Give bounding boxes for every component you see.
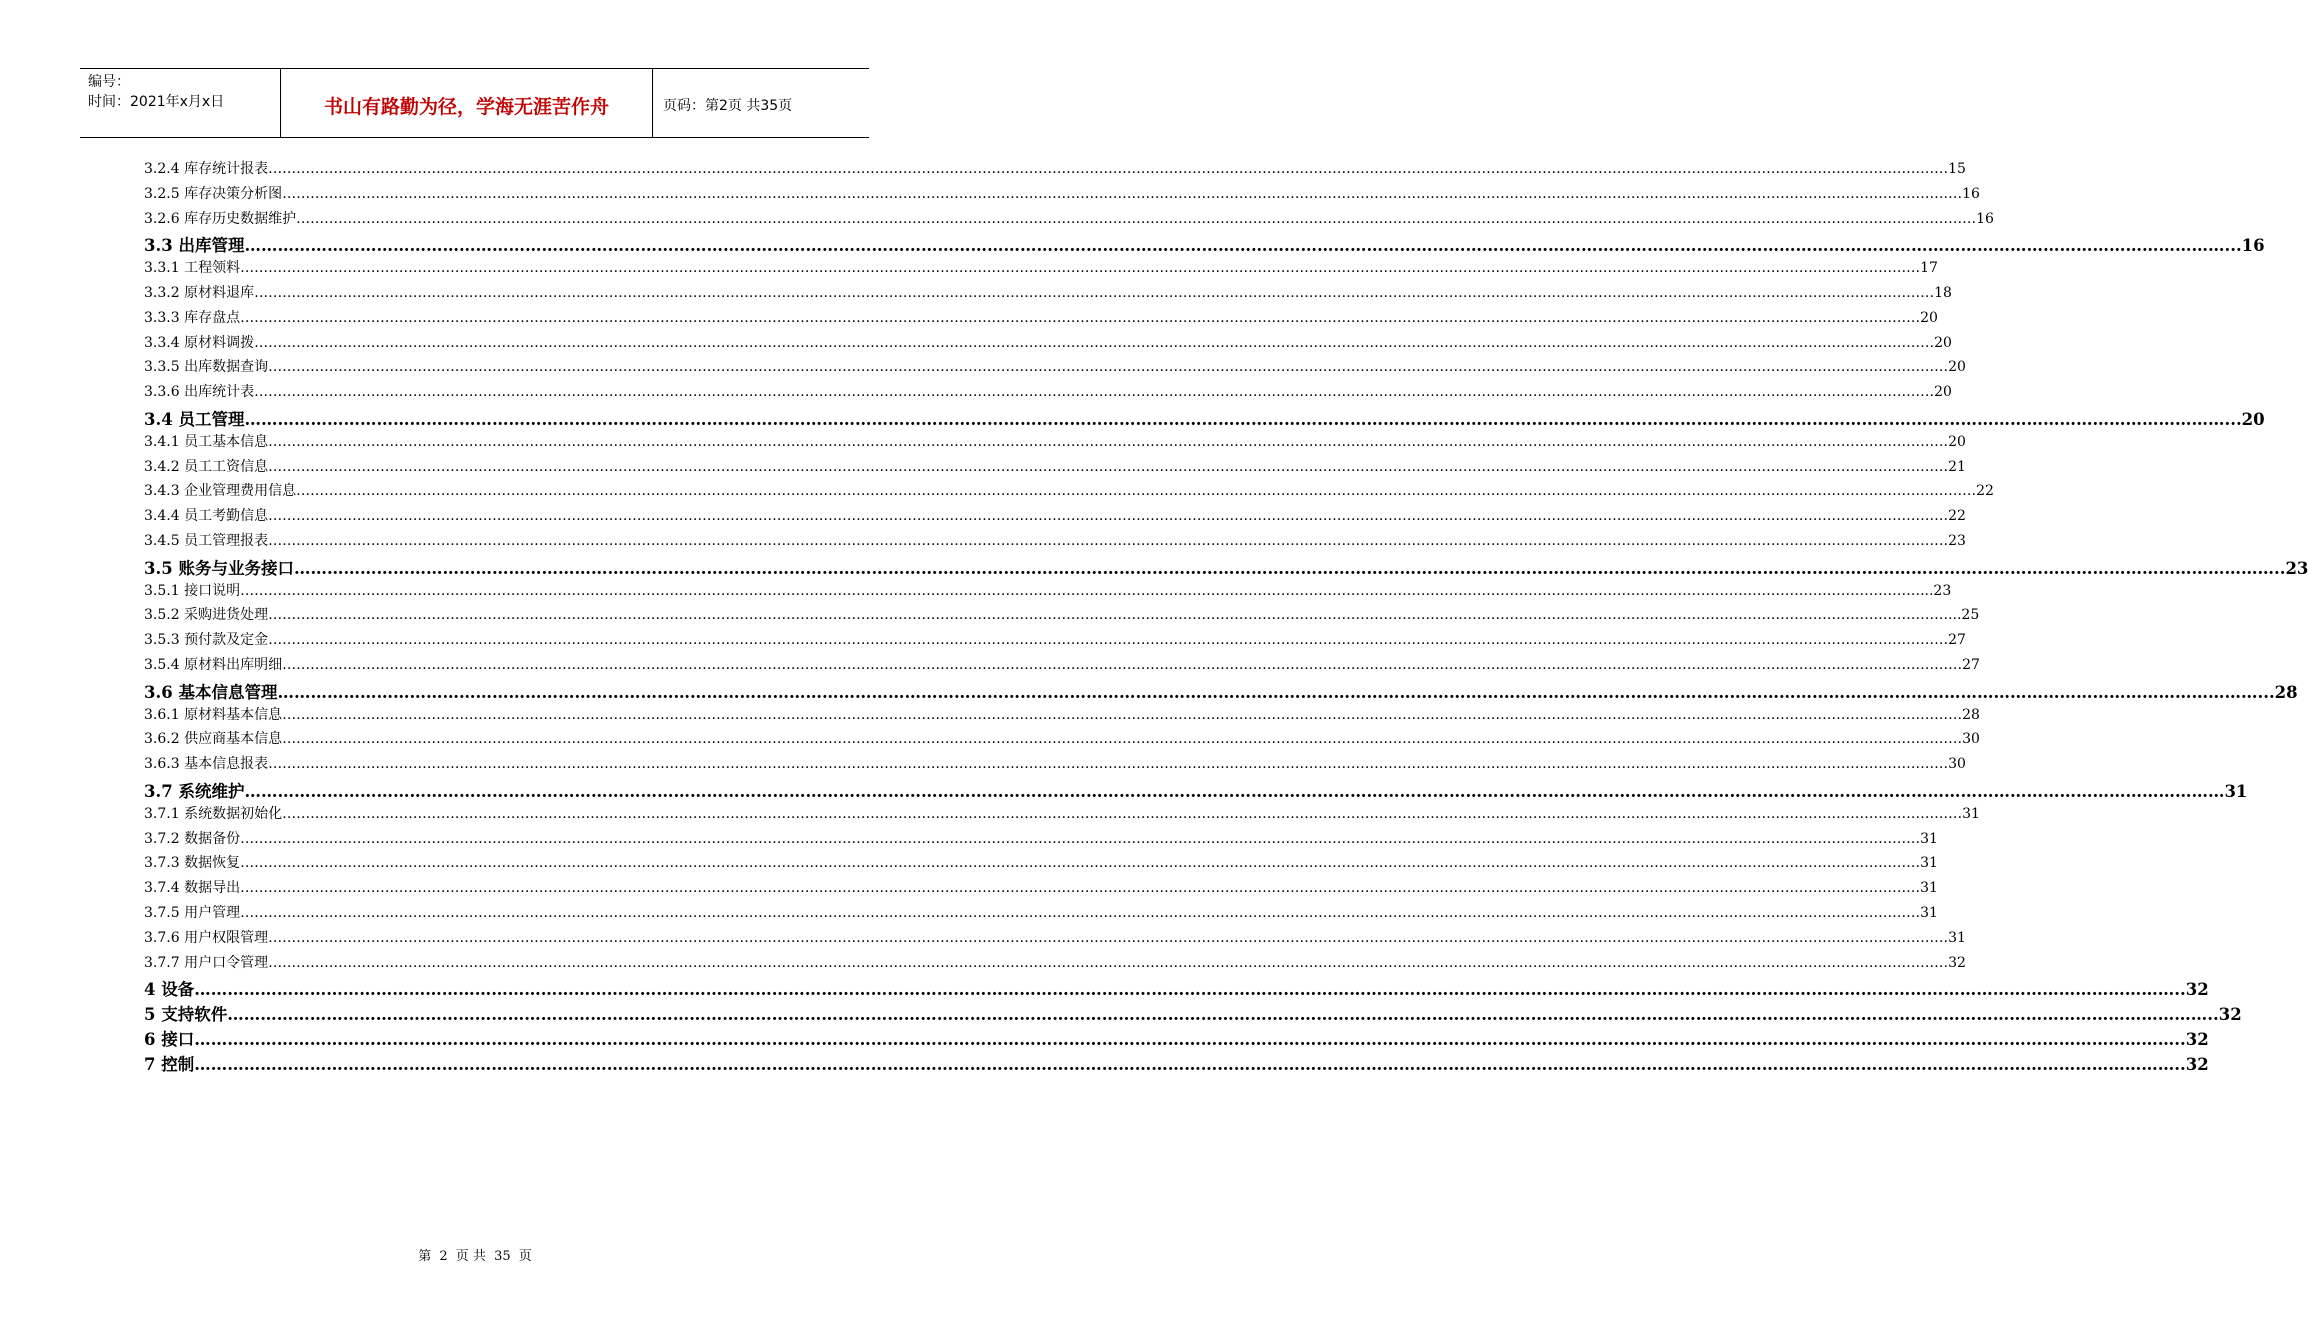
toc-entry-label: 3.7 系统维护 [144,781,245,801]
toc-entry-page: 16 [1976,210,1994,227]
toc-entry-page: 23 [1948,532,1966,549]
toc-entry-page: 31 [1920,830,1938,847]
footer-total-pages: 35 [494,1249,511,1264]
footer-current-page: 2 [439,1249,448,1264]
toc-leader-dots: ……………………………………………………………………………………………………………………………………………………………………………………………………………………………………………………………………………………………………………………………… [282,731,1963,748]
footer-mid: 页 共 [455,1249,486,1264]
toc-entry[interactable] [144,183,1980,208]
toc-entry-page: 17 [1920,260,1938,277]
toc-leader-dots: ……………………………………………………………………………………………………………………………………………………………………………………………………………………………………………………………………………………………………………………………… [296,210,1977,227]
toc-entry[interactable] [144,778,2248,803]
toc-entry-page: 32 [1948,954,1966,971]
toc-entry-page: 30 [1962,731,1980,748]
toc-leader-dots: ……………………………………………………………………………………………………………………………………………………………………………………………………………………………………………………………………………………………………………………………… [194,980,2175,1000]
toc-entry[interactable] [144,257,1938,282]
toc-leader-dots: ……………………………………………………………………………………………………………………………………………………………………………………………………………………………………………………………………………………………………………………………… [240,309,1921,326]
toc-entry-page: 31 [1920,855,1938,872]
toc-entry[interactable] [144,158,1966,183]
toc-leader-dots: ……………………………………………………………………………………………………………………………………………………………………………………………………………………………………………………………………………………………………………………………… [227,1005,2208,1025]
toc-entry-label: 3.3.5 出库数据查询 [144,359,269,376]
toc-entry-label: 3.7.4 数据导出 [144,880,241,897]
toc-entry[interactable] [144,803,1980,828]
toc-entry-page: 21 [1948,458,1966,475]
toc-entry[interactable] [144,852,1938,877]
toc-entry-label: 3.6.1 原材料基本信息 [144,706,283,723]
toc-entry-page: ..32 [2174,1029,2209,1049]
page-footer [0,1245,950,1264]
toc-entry[interactable] [144,629,1966,654]
toc-leader-dots: ……………………………………………………………………………………………………………………………………………………………………………………………………………………………………………………………………………………………………………………………… [240,880,1921,897]
toc-entry-page: 31 [1920,904,1938,921]
toc-entry[interactable] [144,604,1980,629]
toc-entry[interactable] [144,679,2298,704]
toc-entry[interactable] [144,877,1938,902]
toc-entry-label: 3.2.5 库存决策分析图 [144,185,283,202]
page-header [80,68,869,138]
toc-leader-dots: ……………………………………………………………………………………………………………………………………………………………………………………………………………………………………………………………………………………………………………………………… [268,632,1949,649]
toc-leader-dots: ……………………………………………………………………………………………………………………………………………………………………………………………………………………………………………………………………………………………………………………………… [268,532,1949,549]
toc-leader-dots: ……………………………………………………………………………………………………………………………………………………………………………………………………………………………………………………………………………………………………………………………… [268,433,1949,450]
toc-leader-dots: ……………………………………………………………………………………………………………………………………………………………………………………………………………………………………………………………………………………………………………………………… [268,161,1949,177]
toc-entry[interactable] [144,431,1966,456]
toc-entry-label: 4 设备 [144,980,195,1000]
toc-entry-label: 3.6 基本信息管理 [144,682,278,702]
toc-entry[interactable] [144,555,2308,580]
footer-suffix: 页 [518,1249,532,1264]
toc-leader-dots: ……………………………………………………………………………………………………………………………………………………………………………………………………………………………………………………………………………………………………………………………… [240,830,1921,847]
toc-entry[interactable] [144,704,1980,729]
toc-entry-page: ..32 [2174,1054,2209,1074]
toc-entry-label: 3.7.1 系统数据初始化 [144,805,283,822]
footer-prefix: 第 [418,1249,432,1264]
toc-leader-dots: ……………………………………………………………………………………………………………………………………………………………………………………………………………………………………………………………………………………………………………………………… [293,558,2274,578]
toc-leader-dots: ……………………………………………………………………………………………………………………………………………………………………………………………………………………………………………………………………………………………………………………………… [240,260,1921,277]
toc-entry-page: 20 [1948,433,1966,450]
toc-entry-label: 3.5.1 接口说明 [144,582,241,599]
toc-leader-dots: ……………………………………………………………………………………………………………………………………………………………………………………………………………………………………………………………………………………………………………………………… [268,929,1949,946]
toc-leader-dots: ……………………………………………………………………………………………………………………………………………………………………………………………………………………………………………………………………………………………………………………………… [268,607,1949,624]
toc-entry-page: 20 [1934,334,1952,351]
toc-leader-dots: ……………………………………………………………………………………………………………………………………………………………………………………………………………………………………………………………………………………………………………………………… [282,185,1963,202]
toc-entry-page: 22 [1948,508,1966,525]
toc-entry-label: 3.4.2 员工工资信息 [144,458,269,475]
toc-entry[interactable] [144,505,1966,530]
header-page-label: 页码：第2页 共35页 [663,98,793,114]
toc-entry[interactable] [144,753,1966,778]
toc-leader-dots: ……………………………………………………………………………………………………………………………………………………………………………………………………………………………………………………………………………………………………………………………… [296,483,1977,500]
toc-entry-label: 3.3.4 原材料调拨 [144,334,255,351]
toc-entry-label: 6 接口 [144,1029,195,1049]
toc-entry-page: 22 [1976,483,1994,500]
toc-entry-label: 3.5.2 采购进货处理 [144,607,269,624]
toc-entry-label: 3.2.4 库存统计报表 [144,161,269,177]
toc-entry[interactable] [144,728,1980,753]
toc-entry-label: 3.7.6 用户权限管理 [144,929,269,946]
toc-entry-label: 3.4.5 员工管理报表 [144,532,269,549]
toc-entry-label: 3.7.3 数据恢复 [144,855,241,872]
toc-entry-label: 3.6.3 基本信息报表 [144,756,269,773]
toc-entry-label: 3.7.2 数据备份 [144,830,241,847]
toc-entry-label: 3.2.6 库存历史数据维护 [144,210,297,227]
toc-entry-label: 3.3.3 库存盘点 [144,309,241,326]
toc-leader-dots: ……………………………………………………………………………………………………………………………………………………………………………………………………………………………………………………………………………………………………………………………… [254,384,1935,401]
toc-entry-page: 27 [1962,656,1980,673]
toc-entry-label: 3.5.4 原材料出库明细 [144,656,283,673]
toc-leader-dots: ……………………………………………………………………………………………………………………………………………………………………………………………………………………………………………………………………………………………………………………………… [268,359,1949,376]
toc-entry[interactable] [144,406,2265,431]
toc-entry-page: 15 [1948,161,1966,177]
toc-entry-page: 20 [1934,384,1952,401]
toc-entry-label: 3.7.7 用户口令管理 [144,954,269,971]
toc-leader-dots: ……………………………………………………………………………………………………………………………………………………………………………………………………………………………………………………………………………………………………………………………… [282,805,1963,822]
toc-entry-page: ...23 [1920,582,1952,599]
toc-entry-page: 16 [1962,185,1980,202]
toc-leader-dots: ……………………………………………………………………………………………………………………………………………………………………………………………………………………………………………………………………………………………………………………………… [282,706,1963,723]
toc-entry[interactable] [144,654,1980,679]
toc-entry-label: 7 控制 [144,1054,195,1074]
toc-entry-page: 20 [1920,309,1938,326]
toc-entry-label: 3.3.1 工程领料 [144,260,241,277]
toc-leader-dots: ……………………………………………………………………………………………………………………………………………………………………………………………………………………………………………………………………………………………………………………………… [240,582,1921,599]
number-label: 编号： [88,74,130,90]
toc-entry-label: 3.6.2 供应商基本信息 [144,731,283,748]
toc-entry-label: 5 支持软件 [144,1005,228,1025]
toc-entry[interactable] [144,530,1966,555]
toc-entry[interactable] [144,381,1952,406]
toc-entry[interactable] [144,208,1994,233]
toc-leader-dots: ……………………………………………………………………………………………………………………………………………………………………………………………………………………………………………………………………………………………………………………………… [240,904,1921,921]
toc-entry[interactable] [144,1051,2209,1076]
header-meta [80,69,280,137]
toc-entry[interactable] [144,927,1966,952]
toc-entry[interactable] [144,1001,2242,1026]
toc-entry[interactable] [144,332,1952,357]
toc-entry-page: ...16 [2224,236,2265,256]
toc-entry-label: 3.4.4 员工考勤信息 [144,508,269,525]
toc-entry-page: ..32 [2207,1005,2242,1025]
toc-entry-label: 3.5.3 预付款及定金 [144,632,269,649]
toc-leader-dots: ……………………………………………………………………………………………………………………………………………………………………………………………………………………………………………………………………………………………………………………………… [254,284,1935,301]
toc-entry-page: 27 [1948,632,1966,649]
toc-leader-dots: ……………………………………………………………………………………………………………………………………………………………………………………………………………………………………………………………………………………………………………………………… [254,334,1935,351]
toc-entry-page: 31 [2224,781,2248,801]
toc-entry-page: ...28 [2257,682,2298,702]
toc-entry[interactable] [144,356,1966,381]
toc-leader-dots: ……………………………………………………………………………………………………………………………………………………………………………………………………………………………………………………………………………………………………………………………… [268,508,1949,525]
toc-leader-dots: ……………………………………………………………………………………………………………………………………………………………………………………………………………………………………………………………………………………………………………………………… [268,458,1949,475]
toc-entry-page: ..23 [2273,558,2308,578]
toc-entry-label: 3.4.3 企业管理费用信息 [144,483,297,500]
toc-entry-page: 30 [1948,756,1966,773]
toc-entry-label: 3.5 账务与业务接口 [144,558,294,578]
toc-entry-label: 3.4.1 员工基本信息 [144,433,269,450]
toc-entry[interactable] [144,456,1966,481]
toc-entry[interactable] [144,232,2265,257]
toc-entry-label: 3.3.6 出库统计表 [144,384,255,401]
toc-entry-page: ...25 [1948,607,1980,624]
toc-leader-dots: ……………………………………………………………………………………………………………………………………………………………………………………………………………………………………………………………………………………………………………………………… [277,682,2258,702]
toc-leader-dots: ……………………………………………………………………………………………………………………………………………………………………………………………………………………………………………………………………………………………………………………………… [194,1029,2175,1049]
toc-entry-page: ..32 [2174,980,2209,1000]
toc-entry[interactable] [144,307,1938,332]
toc-entry[interactable] [144,580,1952,605]
toc-entry-page: 18 [1934,284,1952,301]
toc-entry-label: 3.3.2 原材料退库 [144,284,255,301]
toc-entry[interactable] [144,952,1966,977]
toc-entry-label: 3.3 出库管理 [144,236,245,256]
time-label: 时间：2021年x月x日 [88,94,225,110]
toc-entry-page: 31 [1920,880,1938,897]
toc-leader-dots: ……………………………………………………………………………………………………………………………………………………………………………………………………………………………………………………………………………………………………………………………… [244,409,2225,429]
toc-entry[interactable] [144,480,1994,505]
table-of-contents [144,158,2308,1075]
toc-entry[interactable] [144,976,2209,1001]
toc-leader-dots: ……………………………………………………………………………………………………………………………………………………………………………………………………………………………………………………………………………………………………………………………… [240,855,1921,872]
toc-entry-page: 20 [1948,359,1966,376]
toc-leader-dots: ……………………………………………………………………………………………………………………………………………………………………………………………………………………………………………………………………………………………………………………………… [244,236,2225,256]
toc-leader-dots: ……………………………………………………………………………………………………………………………………………………………………………………………………………………………………………………………………………………………………………………………… [268,954,1949,971]
toc-leader-dots: ……………………………………………………………………………………………………………………………………………………………………………………………………………………………………………………………………………………………………………………………… [282,656,1963,673]
toc-leader-dots: ……………………………………………………………………………………………………………………………………………………………………………………………………………………………………………………………………………………………………………………………… [268,756,1949,773]
toc-entry-page: ...20 [2224,409,2265,429]
header-motto: 书山有路勤为径，学海无涯苦作舟 [280,69,653,137]
toc-entry[interactable] [144,282,1952,307]
toc-leader-dots: ……………………………………………………………………………………………………………………………………………………………………………………………………………………………………………………………………………………………………………………………… [194,1054,2175,1074]
toc-entry[interactable] [144,902,1938,927]
toc-entry-page: 31 [1962,805,1980,822]
toc-entry-page: 31 [1948,929,1966,946]
toc-entry-label: 3.4 员工管理 [144,409,245,429]
toc-entry-label: 3.7.5 用户管理 [144,904,241,921]
toc-entry-page: 28 [1962,706,1980,723]
toc-leader-dots: ……………………………………………………………………………………………………………………………………………………………………………………………………………………………………………………………………………………………………………………………… [244,781,2225,801]
toc-entry[interactable] [144,828,1938,853]
toc-entry[interactable] [144,1026,2209,1051]
